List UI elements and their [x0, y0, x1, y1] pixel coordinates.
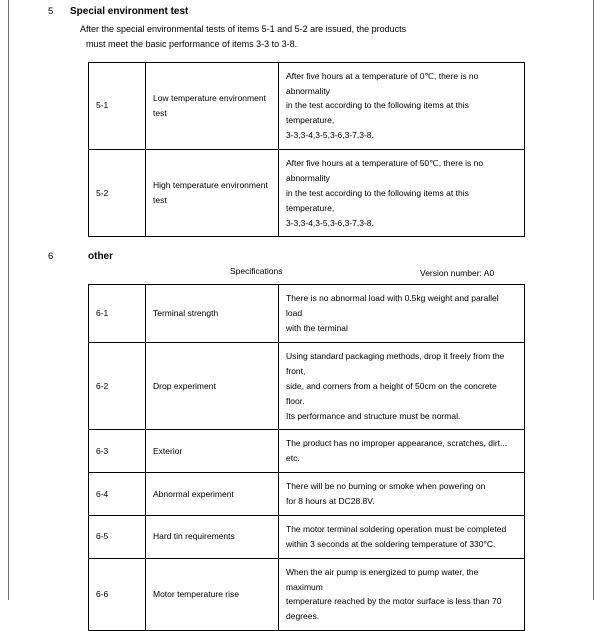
section-5-paragraph-line-2: must meet the basic performance of items 3-3 to 3-8.: [86, 38, 298, 49]
section-6-number: 6: [48, 251, 54, 263]
desc-line: Using standard packaging methods, drop it freely from the front,: [286, 351, 505, 376]
row-name: Drop experiment: [146, 343, 279, 430]
desc-line: There will be no burning or smoke when powering on: [286, 481, 486, 492]
section-6-meta: [70, 266, 582, 282]
row-name: Hard tin requirements: [146, 515, 279, 558]
table-row: [89, 150, 525, 237]
table-row: [89, 343, 525, 430]
row-description: [279, 558, 525, 631]
desc-line: There is no abnormal load with 0.5kg weight and parallel load: [286, 293, 499, 319]
desc-line: in the test according to the following items at this temperature,: [286, 100, 469, 126]
row-description: [279, 515, 525, 558]
desc-line: within 3 seconds at the soldering temperature of 330°C.: [286, 538, 496, 549]
section-5-heading: [48, 0, 582, 20]
row-description: [279, 62, 525, 149]
table-row: [89, 62, 525, 149]
section-6-heading: [48, 251, 582, 263]
desc-line: The motor terminal soldering operation must be completed: [286, 523, 507, 534]
row-code: 6-5: [89, 515, 146, 558]
desc-line: The product has no improper appearance, scratches, dirt... etc.: [286, 438, 508, 464]
table-row: [89, 473, 525, 516]
row-description: [279, 285, 525, 343]
row-name: Motor temperature rise: [146, 558, 279, 631]
row-code: 6-6: [89, 558, 146, 631]
desc-line: for 8 hours at DC28.8V.: [286, 496, 375, 507]
version-number-label: Version number: A0: [420, 268, 495, 279]
desc-line: with the terminal: [286, 323, 348, 334]
row-code: 6-3: [89, 430, 146, 473]
table-row: [89, 515, 525, 558]
row-name: High temperature environment test: [146, 150, 279, 237]
desc-line: temperature reached by the motor surface is less than 70 degrees.: [286, 596, 502, 622]
desc-line: When the air pump is energized to pump water, the maximum: [286, 566, 479, 592]
desc-line: 3-3,3-4,3-5,3-6,3-7,3-8.: [286, 217, 374, 228]
row-description: [279, 150, 525, 237]
row-code: 5-1: [89, 62, 146, 149]
row-description: [279, 343, 525, 430]
specifications-label: Specifications: [230, 266, 283, 277]
row-name: Low temperature environment test: [146, 62, 279, 149]
desc-line: After five hours at a temperature of 50℃, there is no abnormality: [286, 158, 484, 183]
right-margin-rule: [593, 0, 594, 600]
section-5-table: [88, 62, 525, 238]
section-5-paragraph-line-1: After the special environmental tests of items 5-1 and 5-2 are issued, the products: [80, 24, 407, 34]
desc-line: in the test according to the following items at this temperature,: [286, 187, 469, 213]
table-row: [89, 285, 525, 343]
table-row: [89, 558, 525, 631]
section-6-table: [88, 284, 525, 631]
row-name: Abnormal experiment: [146, 473, 279, 516]
row-code: 6-1: [89, 285, 146, 343]
desc-line: After five hours at a temperature of 0℃, there is no abnormality: [286, 70, 479, 96]
row-name: Terminal strength: [146, 285, 279, 343]
row-code: 6-2: [89, 343, 146, 430]
table-row: [89, 430, 525, 473]
row-description: [279, 430, 525, 473]
section-5-number: 5: [48, 6, 54, 17]
desc-line: side, and corners from a height of 50cm on the concrete floor.: [286, 380, 497, 406]
section-6-title: other: [88, 251, 113, 263]
row-description: [279, 473, 525, 516]
row-name: Exterior: [146, 430, 279, 473]
desc-line: Its performance and structure must be normal.: [286, 410, 461, 421]
left-margin-rule: [8, 0, 9, 600]
row-code: 5-2: [89, 150, 146, 237]
section-5-paragraph: [80, 22, 582, 52]
section-5-title: Special environment test: [70, 6, 189, 17]
row-code: 6-4: [89, 473, 146, 516]
desc-line: 3-3,3-4,3-5,3-6,3-7,3-8.: [286, 130, 374, 141]
